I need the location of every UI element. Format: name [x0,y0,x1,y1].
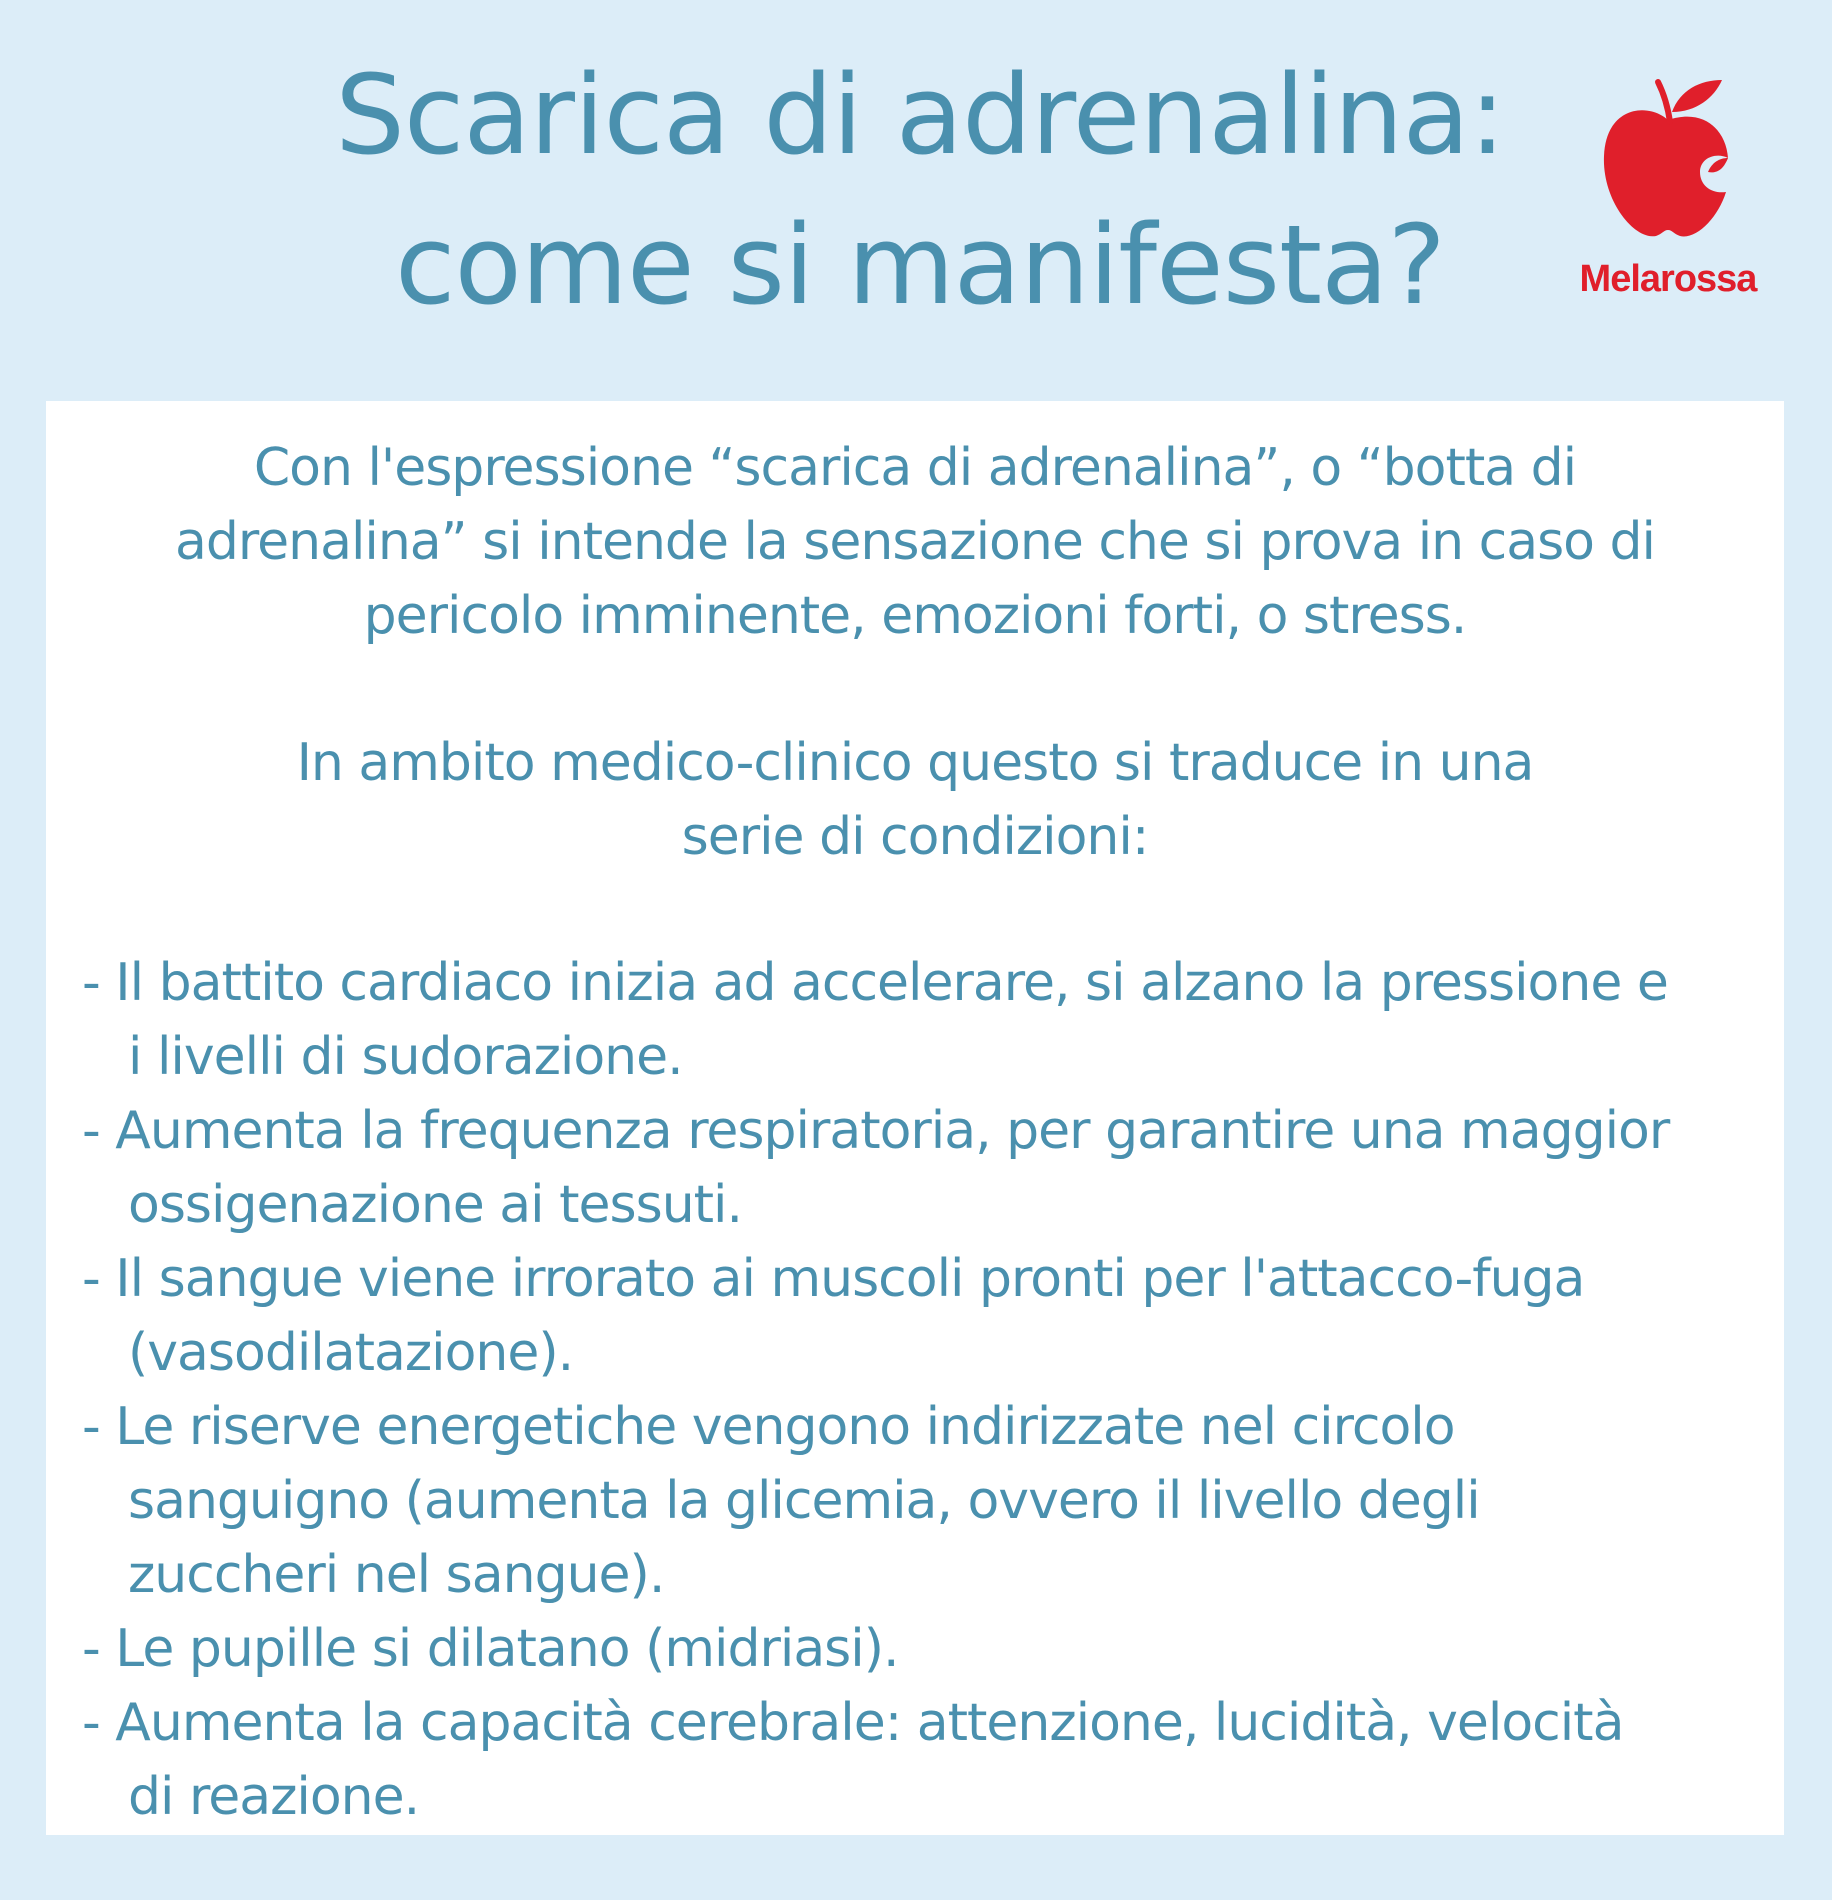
intro-paragraph [46,431,1784,653]
page-title [250,40,1590,340]
list-item [82,1390,1772,1612]
context-line: In ambito medico-clinico questo si traduce in una [296,733,1534,793]
intro-line: Con l'espressione “scarica di adrenalina”, o “botta di [253,438,1577,498]
list-item-line: - Aumenta la frequenza respiratoria, per garantire una maggior [82,1101,1670,1161]
list-item-line: i livelli di sudorazione. [128,1027,683,1087]
list-item-line: zuccheri nel sangue). [128,1545,665,1605]
context-paragraph [46,726,1784,874]
list-item [82,946,1772,1094]
list-item-line: - Le riserve energetiche vengono indirizzate nel circolo [82,1397,1455,1457]
list-item-line: ossigenazione ai tessuti. [128,1175,743,1235]
intro-line: pericolo imminente, emozioni forti, o stress. [363,586,1467,646]
list-item-line: (vasodilatazione). [128,1323,574,1383]
context-line: serie di condizioni: [681,807,1149,867]
title-line: come si manifesta? [395,201,1445,329]
list-item-line: - Aumenta la capacità cerebrale: attenzione, lucidità, velocità [82,1693,1624,1753]
content-card [46,401,1784,1835]
list-item-line: - Il sangue viene irrorato ai muscoli pronti per l'attacco-fuga [82,1249,1585,1309]
apple-icon [1600,68,1736,248]
brand-logo [1560,68,1776,308]
list-item [82,1094,1772,1242]
list-item-line: di reazione. [128,1767,420,1827]
intro-line: adrenalina” si intende la sensazione che si prova in caso di [175,512,1655,572]
brand-name: Melarossa [1579,258,1757,300]
list-item [82,1612,1772,1686]
list-item [82,1242,1772,1390]
title-line: Scarica di adrenalina: [335,51,1505,179]
conditions-list [82,946,1772,1834]
list-item-line: sanguigno (aumenta la glicemia, ovvero il livello degli [128,1471,1480,1531]
list-item-line: - Le pupille si dilatano (midriasi). [82,1619,899,1679]
list-item-line: - Il battito cardiaco inizia ad accelerare, si alzano la pressione e [82,953,1668,1013]
list-item [82,1686,1772,1834]
